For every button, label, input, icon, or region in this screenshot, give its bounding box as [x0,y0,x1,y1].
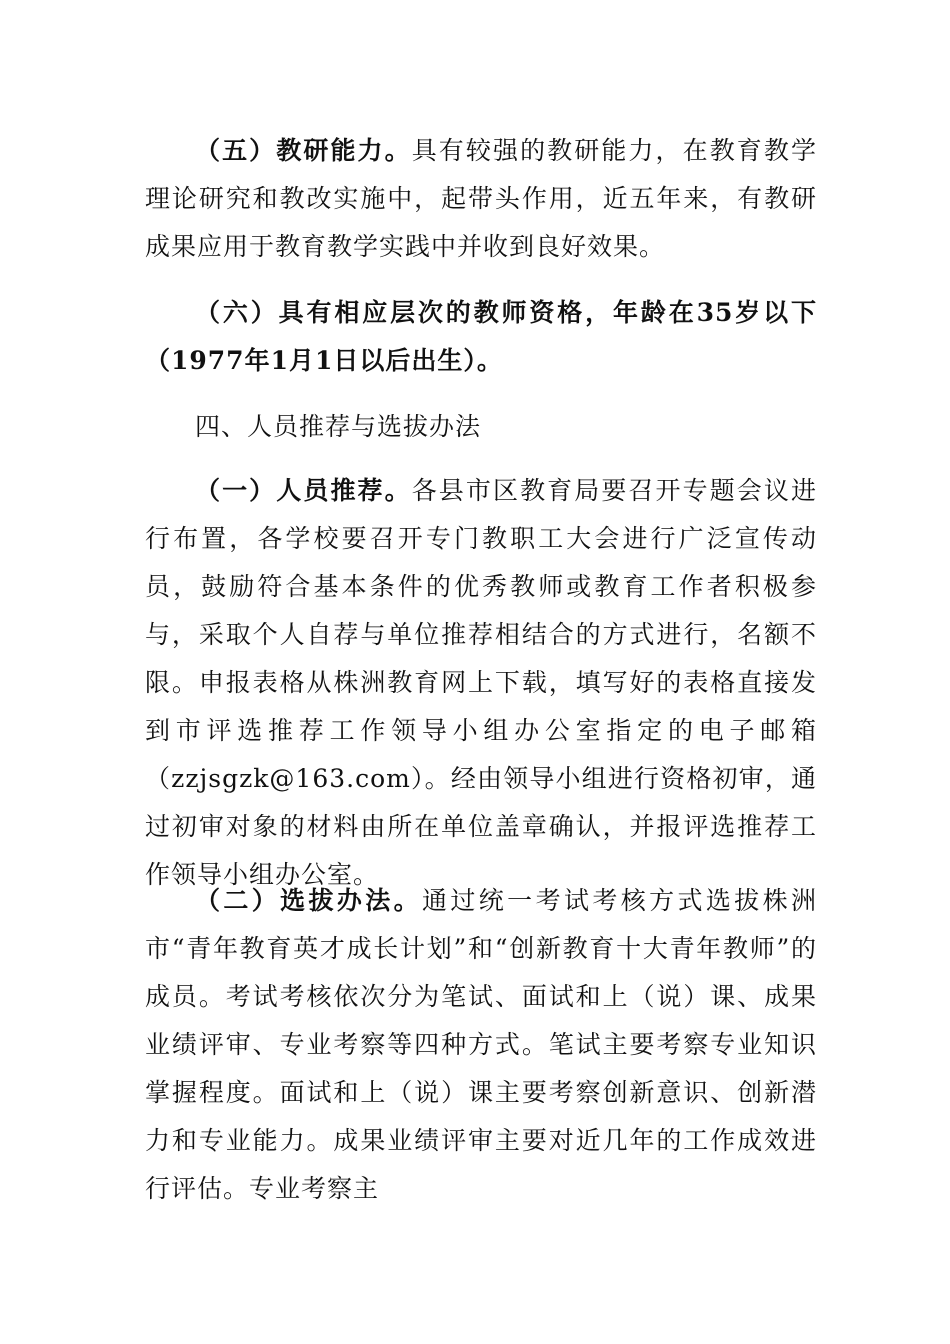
section-heading-text: 四、人员推荐与选拔办法 [195,412,482,441]
paragraph-recommendation [145,467,817,899]
paragraph-lead: （五）教研能力。 [195,136,412,165]
paragraph-lead: （一）人员推荐。 [195,476,412,505]
paragraph-body: 通过统一考试考核方式选拔株洲市“青年教育英才成长计划”和“创新教育十大青年教师”的成员。考试考核依次分为笔试、面试和上（说）课、成果业绩评审、专业考察等四种方式。笔试主要考察专业知识掌握程度。面试和上（说）课主要考察创新意识、创新潜力和专业能力。成果业绩评审主要对近几年的工作成效进行评估。专业考察主 [145,886,817,1203]
section-heading [145,403,817,451]
paragraph-body: 具有较强的教研能力，在教育教学理论研究和教改实施中，起带头作用，近五年来，有教研成果应用于教育教学实践中并收到良好效果。 [145,136,817,261]
paragraph-body: 各县市区教育局要召开专题会议进行布置，各学校要召开专门教职工大会进行广泛宣传动员，鼓励符合基本条件的优秀教师或教育工作者积极参与，采取个人自荐与单位推荐相结合的方式进行，名额不限。申报表格从株洲教育网上下载，填写好的表格直接发到市评选推荐工作领导小组办公室指定的电子邮箱（zzjsgzk@163.com）。经由领导小组进行资格初审，通过初审对象的材料由所在单位盖章确认，并报评选推荐工作领导小组办公室。 [145,476,817,889]
paragraph-research-ability [145,127,817,271]
paragraph-lead: （二）选拔办法。 [195,886,423,915]
paragraph-qualification-age [145,289,817,385]
paragraph-body: （六）具有相应层次的教师资格，年龄在35岁以下（1977年1月1日以后出生）。 [145,298,817,375]
paragraph-selection-method [145,877,817,1213]
